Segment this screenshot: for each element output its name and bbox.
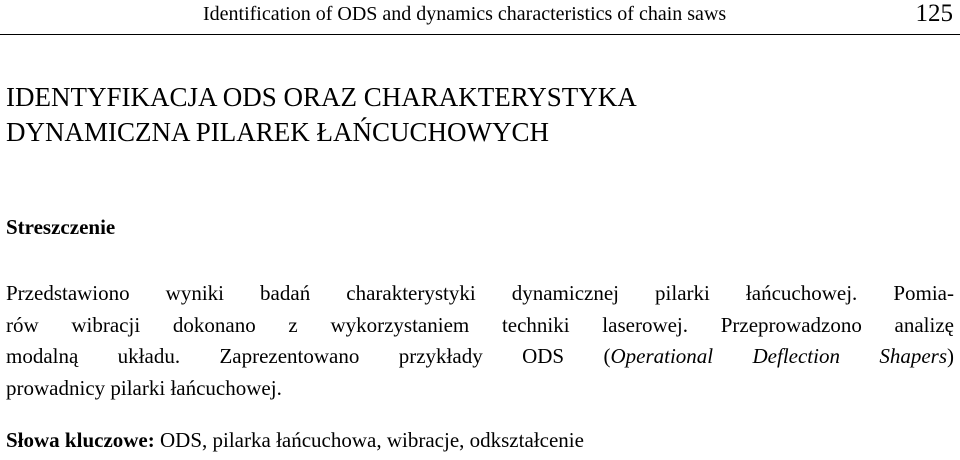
keywords [6, 428, 584, 453]
abstract-body [6, 278, 954, 404]
abstract-ods-expansion: Operational Deflection Shapers [610, 344, 947, 368]
abstract-line-3 [6, 341, 954, 373]
running-title: Identification of ODS and dynamics characteristics of chain saws [203, 3, 727, 25]
keywords-text: ODS, pilarka łańcuchowa, wibracje, odkształcenie [154, 428, 584, 452]
abstract-line-4: prowadnicy pilarki łańcuchowej. [6, 375, 282, 400]
article-title [6, 80, 946, 150]
abstract-heading: Streszczenie [6, 215, 116, 239]
abstract-line-1: Przedstawiono wyniki badań charakterystyki dynamicznej pilarki łańcuchowej. Pomia- [6, 281, 954, 305]
running-header [0, 0, 960, 35]
abstract-line-2: rów wibracji dokonano z wykorzystaniem techniki laserowej. Przeprowadzono analizę [6, 312, 954, 337]
article-title-line-1: IDENTYFIKACJA ODS ORAZ CHARAKTERYSTYKA [6, 82, 637, 112]
page-number: 125 [915, 0, 953, 27]
article-title-line-2: DYNAMICZNA PILAREK ŁAŃCUCHOWYCH [6, 117, 549, 147]
keywords-label: Słowa kluczowe: [6, 428, 155, 452]
abstract-line-3-start: modalną układu. Zaprezentowano przykłady ODS ( [6, 344, 611, 368]
abstract-line-3-end: ) [947, 344, 954, 368]
